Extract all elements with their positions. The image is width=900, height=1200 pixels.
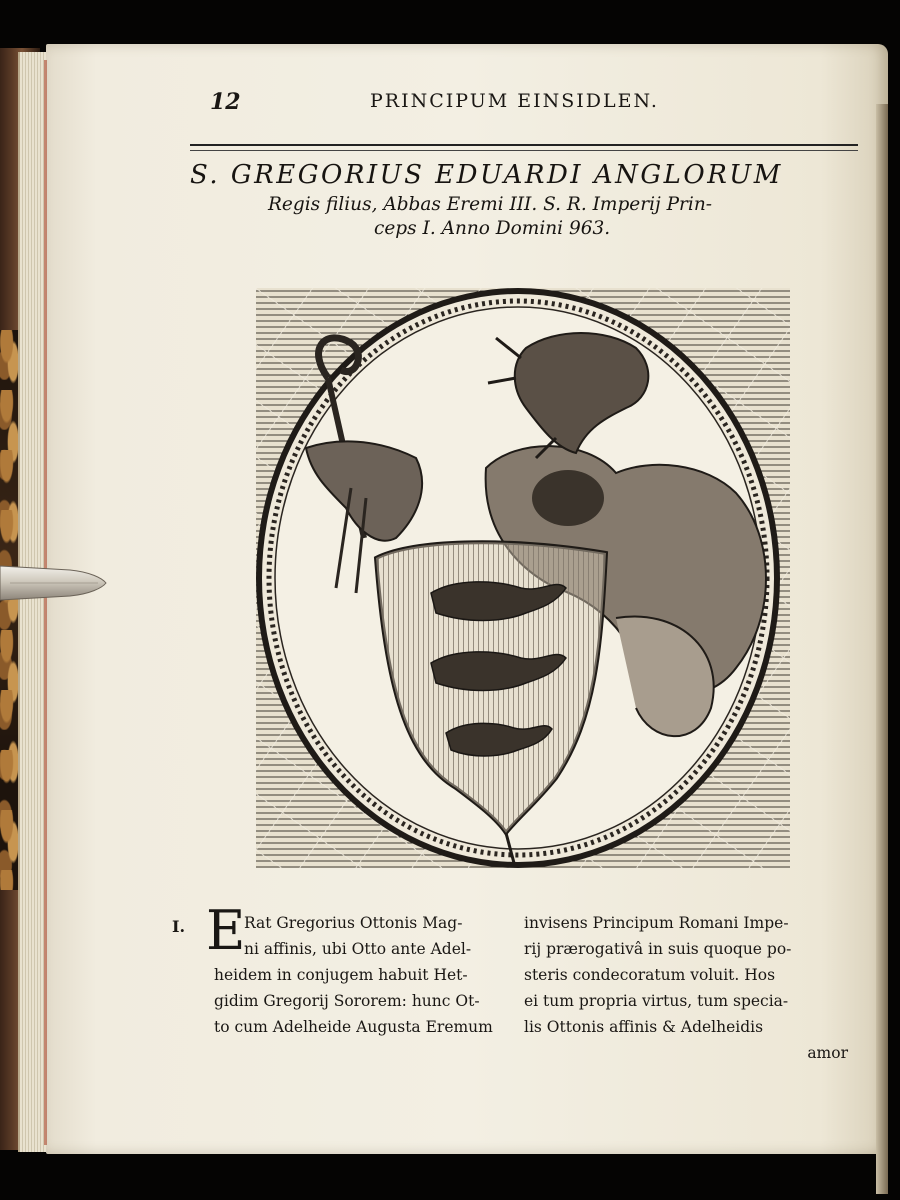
- title-line-1: S. GREGORIUS EDUARDI ANGLORUM: [190, 160, 783, 190]
- plate-title: [190, 160, 860, 239]
- page-number: 12: [210, 89, 241, 115]
- page-gutter-shadow: [876, 104, 888, 1194]
- catchword: amor: [807, 1044, 848, 1062]
- body-text: [172, 899, 862, 1080]
- text-line: invisens Principum Romani Impe-: [524, 914, 789, 932]
- text-line: ni affinis, ubi Otto ante Adel-: [244, 940, 472, 958]
- text-line: heidem in conjugem habuit Het-: [214, 966, 468, 984]
- left-column-lines: [214, 910, 502, 1040]
- text-line: to cum Adelheide Augusta Eremum: [214, 1018, 493, 1036]
- text-line: gidim Gregorij Sororem: hunc Ot-: [214, 992, 480, 1010]
- coat-of-arms-engraving: [256, 288, 790, 868]
- text-line: ei tum propria virtus, tum specia-: [524, 992, 789, 1010]
- text-line: Rat Gregorius Ottonis Mag-: [244, 914, 463, 932]
- text-line: lis Ottonis affinis & Adelheidis: [524, 1018, 764, 1036]
- metal-page-marker: [0, 560, 108, 606]
- drop-cap: E: [206, 899, 246, 962]
- text-line: rij prærogativâ in suis quoque po-: [524, 940, 792, 958]
- title-line-2: Regis filius, Abbas Eremi III. S. R. Imperij Prin-: [268, 194, 712, 215]
- title-line-3: ceps I. Anno Domini 963.: [374, 218, 611, 239]
- text-column-right: [524, 910, 848, 1066]
- text-line: steris condecoratum voluit. Hos: [524, 966, 776, 984]
- running-head: PRINCIPUM EINSIDLEN.: [370, 90, 659, 112]
- page-header: [150, 86, 870, 116]
- header-rule: [190, 144, 858, 151]
- section-number: I.: [172, 917, 186, 936]
